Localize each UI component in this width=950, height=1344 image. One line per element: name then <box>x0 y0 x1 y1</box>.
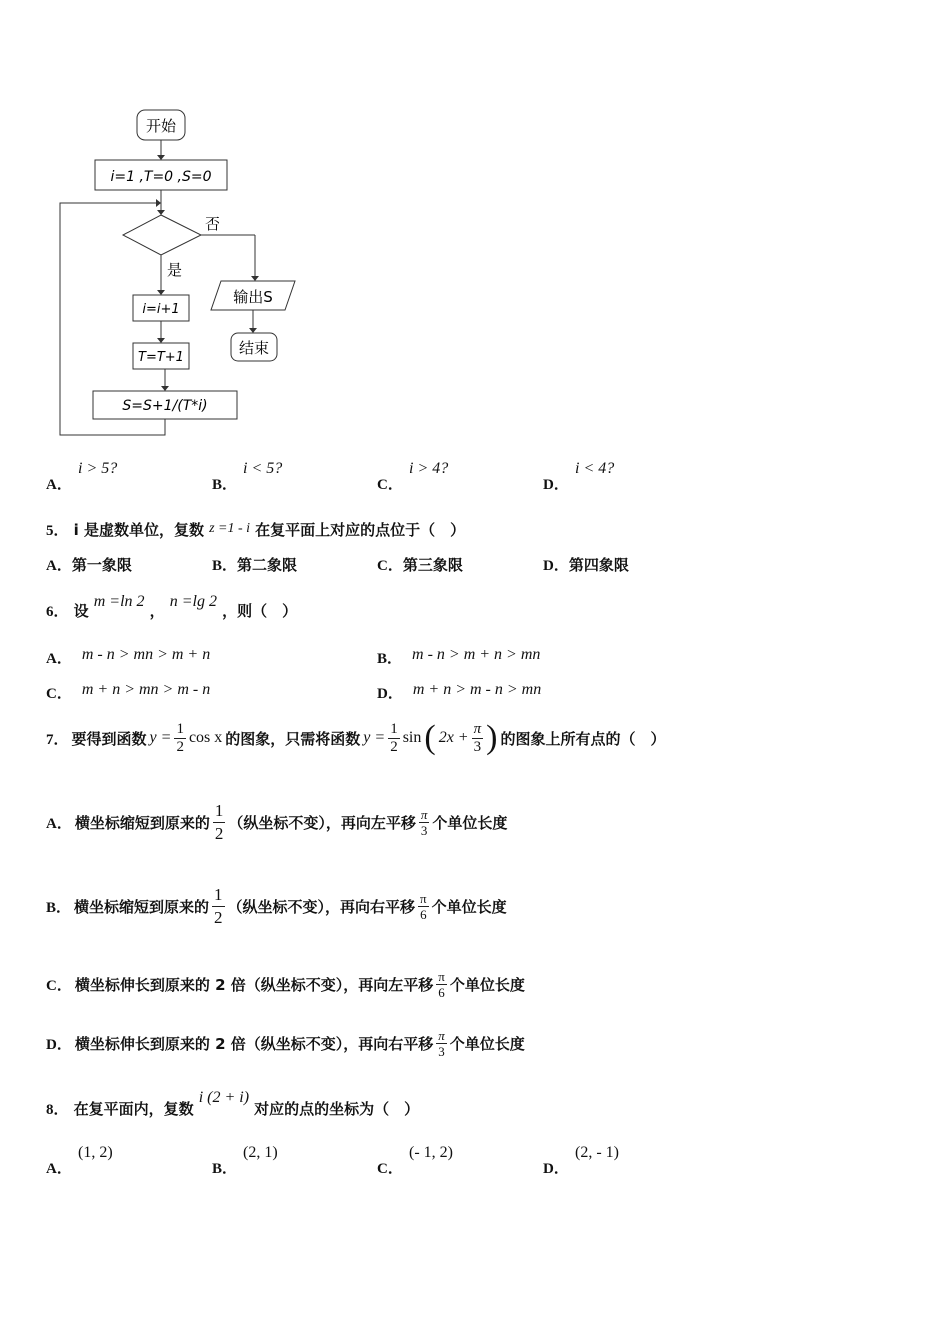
flowchart <box>55 105 315 445</box>
q4-option-b[interactable]: B． <box>212 477 238 493</box>
flow-step2-text: T=T+1 <box>138 350 184 365</box>
flow-arrowhead <box>157 338 165 343</box>
q7-option-a[interactable]: A． 横坐标缩短到原来的 $\frac{1}{2}$ （纵坐标不变），再向左平移 $\frac{\pi}{3}$ 个单位长度 <box>46 801 508 843</box>
flow-arrowhead <box>157 155 165 160</box>
right-paren: ) <box>486 719 498 756</box>
q7-option-c[interactable]: C． 横坐标伸长到原来的 2 倍（纵坐标不变），再向左平移 $\frac{\pi}{6}$ 个单位长度 <box>46 969 525 1000</box>
q8-option-d-value: (2, - 1) <box>575 1144 619 1161</box>
flow-step3-text: S=S+1/(T*i) <box>122 398 208 414</box>
q7-option-b[interactable]: B． 横坐标缩短到原来的 $\frac{1}{2}$ （纵坐标不变），再向右平移 $\frac{\pi}{6}$ 个单位长度 <box>46 885 507 927</box>
q8-option-c[interactable]: C． <box>377 1161 403 1177</box>
q5-option-c[interactable]: C．第三象限 <box>377 556 463 574</box>
q8-option-b[interactable]: B． <box>212 1161 238 1177</box>
flow-arrowhead <box>161 386 169 391</box>
q4-option-a[interactable]: A． <box>46 477 72 493</box>
flow-arrowhead <box>156 199 161 207</box>
flow-decision <box>123 215 201 255</box>
fraction: $\frac{\pi}{3}$ <box>420 807 428 838</box>
q5-option-a[interactable]: A．第一象限 <box>46 556 132 574</box>
q8-option-c-value: (- 1, 2) <box>409 1144 453 1161</box>
flow-step1-text: i=i+1 <box>142 302 180 317</box>
q6-option-b[interactable]: B． m - n > m + n > mn <box>377 646 541 667</box>
flow-output-text: 输出S <box>233 288 273 306</box>
flow-end-text: 结束 <box>238 339 270 357</box>
fraction: $\frac{\pi}{6}$ <box>420 891 427 922</box>
q7-option-d[interactable]: D． 横坐标伸长到原来的 2 倍（纵坐标不变），再向右平移 $\frac{\pi}{3}$ 个单位长度 <box>46 1028 525 1059</box>
q5-option-d[interactable]: D．第四象限 <box>543 556 629 574</box>
q4-option-d-value: i < 4? <box>575 460 615 477</box>
q8-stem: 8． 在复平面内，复数 i (2 + i) 对应的点的坐标为（ ） <box>46 1089 420 1118</box>
fraction: $\frac{1}{2}$ <box>214 885 223 927</box>
flow-arrowhead <box>251 276 259 281</box>
fraction: $\frac{1}{2}$ <box>214 801 224 843</box>
q6-option-d[interactable]: D． m + n > m - n > mn <box>377 681 542 702</box>
fraction: $\frac{\pi}{3}$ <box>438 1028 445 1059</box>
q5-stem: 5． i 是虚数单位，复数 z =1 - i 在复平面上对应的点位于（ ） <box>46 521 466 539</box>
fraction: $\frac{1}{2}$ <box>176 720 184 755</box>
q4-option-c[interactable]: C． <box>377 477 403 493</box>
q7-stem: 7． 要得到函数 y = $\frac{1}{2}$ cos x 的图象，只需将函数 y = $\frac{1}{2}$ sin ( 2x + $\frac{\pi}{3}$ ) 的图象上所有点的（ ） <box>46 719 666 756</box>
left-paren: ( <box>424 719 436 756</box>
q5-option-b[interactable]: B．第二象限 <box>212 556 298 574</box>
q6-option-c[interactable]: C． m + n > mn > m - n <box>46 681 211 702</box>
flow-yes-label: 是 <box>167 261 183 279</box>
flow-start-text: 开始 <box>145 117 177 135</box>
fraction: $\frac{\pi}{6}$ <box>438 969 445 1000</box>
q8-option-d[interactable]: D． <box>543 1161 569 1177</box>
q8-option-a-value: (1, 2) <box>78 1144 113 1161</box>
q6-option-a[interactable]: A． m - n > mn > m + n <box>46 646 211 667</box>
q4-option-a-value: i > 5? <box>78 460 118 477</box>
flow-init-text: i=1 ,T=0 ,S=0 <box>110 169 212 185</box>
flow-arrowhead <box>249 328 257 333</box>
q4-option-c-value: i > 4? <box>409 460 449 477</box>
q4-option-d[interactable]: D． <box>543 477 569 493</box>
q8-option-b-value: (2, 1) <box>243 1144 278 1161</box>
flow-arrowhead <box>157 290 165 295</box>
q8-option-a[interactable]: A． <box>46 1161 72 1177</box>
fraction: $\frac{1}{2}$ <box>390 720 398 755</box>
q4-option-b-value: i < 5? <box>243 460 283 477</box>
fraction: $\frac{\pi}{3}$ <box>473 720 482 755</box>
flow-no-label: 否 <box>205 215 221 233</box>
q6-stem: 6． 设 m =ln 2 ， n =lg 2 ，则（ ） <box>46 593 298 620</box>
flow-arrowhead <box>157 210 165 215</box>
